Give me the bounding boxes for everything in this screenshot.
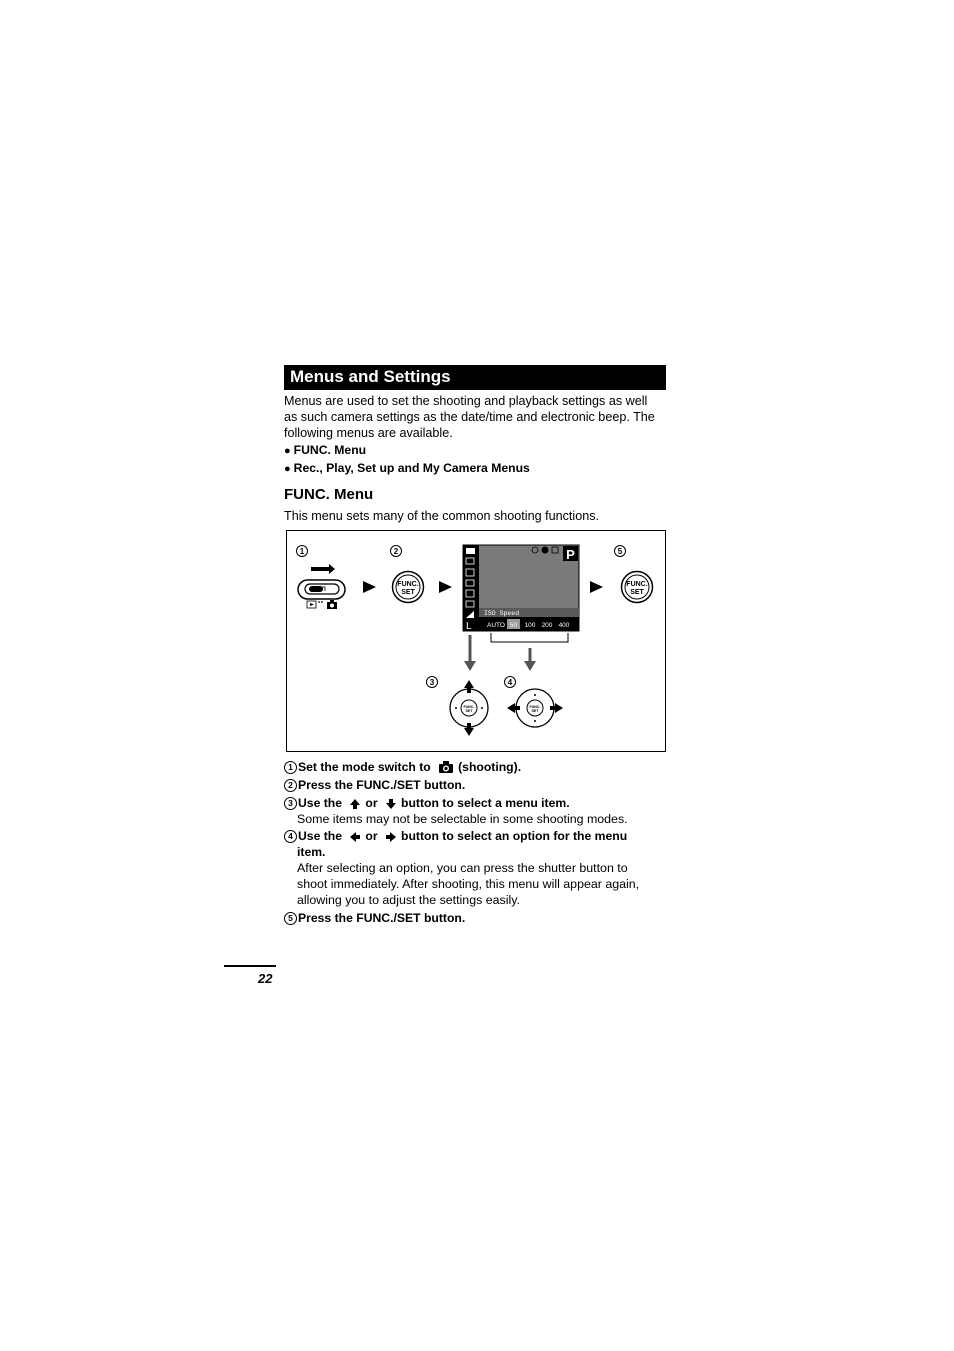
step-arrow-2 (439, 581, 452, 593)
figure-marker-2 (391, 546, 402, 557)
step-number-1: 1 (284, 761, 297, 774)
control-dial-left-right-icon (507, 689, 563, 727)
up-arrow-icon (349, 798, 361, 810)
section-title: Menus and Settings (290, 367, 451, 386)
figure-illustration (287, 531, 665, 751)
intro-line-3: following menus are available. (284, 426, 453, 440)
lcd-option-400: 400 (558, 622, 570, 629)
figure-marker-5 (615, 546, 626, 557)
step-4: 4 Use the or button to select an option for the menu (284, 828, 627, 844)
step-arrow-1 (363, 581, 376, 593)
func-menu-heading: FUNC. Menu (284, 486, 374, 503)
intro-line-2: as such camera settings as the date/time and electronic beep. The (284, 410, 655, 424)
figure-marker-1 (297, 546, 308, 557)
page-number-rule (224, 965, 276, 967)
step-4-note-2: shoot immediately. After shooting, this menu will appear again, (297, 877, 640, 891)
step-4-note-1: After selecting an option, you can press the shutter button to (297, 861, 628, 875)
svg-text:4: 4 (507, 678, 513, 687)
svg-text:SET: SET (630, 589, 644, 596)
svg-text:1: 1 (299, 547, 305, 556)
control-dial-up-down-icon (450, 680, 488, 736)
svg-text:FUNC.: FUNC. (397, 581, 419, 588)
svg-text:FUNC.: FUNC. (529, 705, 541, 709)
svg-text:SET: SET (401, 589, 415, 596)
step-number-3: 3 (284, 797, 297, 810)
func-menu-figure (286, 530, 666, 752)
step-2: 2 Press the FUNC./SET button. (284, 777, 465, 793)
lcd-option-auto: AUTO (487, 622, 505, 629)
step-arrow-3 (590, 581, 603, 593)
lcd-option-50: 50 (509, 622, 518, 629)
svg-text:2: 2 (393, 547, 399, 556)
lcd-menu-title: ISO Speed (484, 610, 520, 617)
left-arrow-icon (349, 831, 361, 843)
page-number: 22 (258, 971, 273, 986)
step-1: 1 Set the mode switch to (shooting). (284, 759, 521, 775)
svg-text:3: 3 (429, 678, 435, 687)
down-arrow-icon (385, 798, 397, 810)
down-arrow-left (464, 635, 476, 671)
svg-text:FUNC.: FUNC. (626, 581, 648, 588)
step-number-2: 2 (284, 779, 297, 792)
svg-text:SET: SET (465, 709, 473, 713)
intro-line-1: Menus are used to set the shooting and playback settings as well (284, 394, 648, 408)
figure-marker-3 (427, 677, 438, 688)
func-set-button-icon-2 (393, 572, 424, 603)
lcd-option-200: 200 (541, 622, 553, 629)
figure-marker-4 (505, 677, 516, 688)
right-arrow-icon (385, 831, 397, 843)
mode-switch-icon (298, 564, 345, 609)
func-menu-description: This menu sets many of the common shooting functions. (284, 509, 599, 523)
lcd-screen (463, 545, 579, 632)
svg-text:5: 5 (617, 547, 623, 556)
bullet-other-menus: ● Rec., Play, Set up and My Camera Menus (284, 461, 530, 475)
lcd-mode-label: P (566, 547, 575, 562)
section-title-bar (284, 365, 666, 390)
func-set-button-icon-5 (622, 572, 653, 603)
svg-text:SET: SET (531, 709, 539, 713)
step-4-cont: item. (297, 845, 326, 859)
bullet-func-menu: ● FUNC. Menu (284, 443, 366, 457)
step-number-5: 5 (284, 912, 297, 925)
step-4-note-3: allowing you to adjust the settings easily. (297, 893, 520, 907)
step-number-4: 4 (284, 830, 297, 843)
down-arrow-right (524, 648, 536, 671)
step-5: 5 Press the FUNC./SET button. (284, 910, 465, 926)
lcd-option-100: 100 (524, 622, 536, 629)
svg-text:FUNC.: FUNC. (463, 705, 475, 709)
step-3: 3 Use the or button to select a menu item. (284, 795, 570, 811)
camera-icon (438, 760, 454, 774)
step-3-note: Some items may not be selectable in some shooting modes. (297, 812, 628, 826)
lcd-size-label: L (466, 621, 472, 632)
